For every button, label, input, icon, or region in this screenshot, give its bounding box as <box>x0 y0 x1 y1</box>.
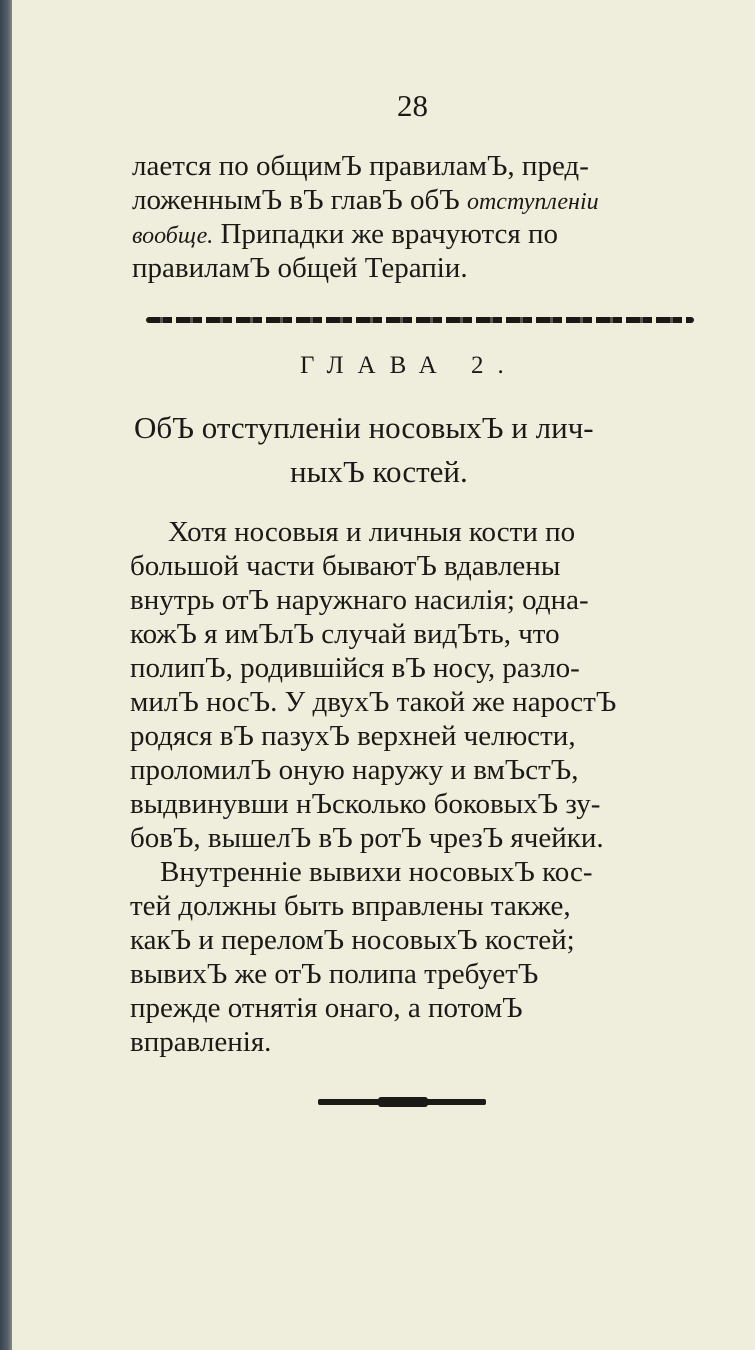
end-divider <box>318 1099 486 1105</box>
top-paragraph-line-2-text: ложеннымЪ вЪ главЪ обЪ <box>132 184 467 216</box>
chapter-label: ГЛАВА 2. <box>300 352 518 379</box>
page-number: 28 <box>397 88 428 123</box>
top-paragraph-line-3 <box>132 218 558 251</box>
body-line: какЪ и переломЪ носовыхЪ костей; <box>130 924 575 956</box>
top-paragraph-italic-term: отступленіи <box>466 189 599 215</box>
ornamental-divider <box>146 317 694 323</box>
body-line: большой части бываютЪ вдавлены <box>130 550 561 582</box>
body-line: выдвинувши нЪсколько боковыхЪ зу- <box>130 788 601 820</box>
top-paragraph-line-1: лается по общимЪ правиламЪ, пред- <box>132 150 589 182</box>
body-line: кожЪ я имЪлЪ случай видЪть, что <box>130 618 560 650</box>
body-line: бовЪ, вышелЪ вЪ ротЪ чрезЪ ячейки. <box>130 822 604 854</box>
body-line: Хотя носовыя и личныя кости по <box>168 516 576 548</box>
body-line: родяся вЪ пазухЪ верхней челюсти, <box>130 720 576 752</box>
top-paragraph-italic-word: вообще. <box>132 223 214 249</box>
chapter-heading-line-2: ныхЪ костей. <box>290 454 468 489</box>
body-line: тей должны быть вправлены также, <box>130 890 571 922</box>
top-paragraph-line-3-text: Припадки же врачуются по <box>213 218 559 250</box>
chapter-heading-line-1: ОбЪ отступленіи носовыхЪ и лич- <box>134 410 594 445</box>
body-line: внутрь отЪ наружнаго насилія; одна- <box>130 584 589 616</box>
body-line: проломилЪ оную наружу и вмЪстЪ, <box>130 754 579 786</box>
body-line: полипЪ, родившійся вЪ носу, разло- <box>130 652 580 684</box>
top-paragraph-line-2 <box>132 184 599 217</box>
body-line: прежде отнятія онаго, а потомЪ <box>130 992 523 1024</box>
body-line: Внутренніе вывихи носовыхЪ кос- <box>160 856 593 888</box>
body-line: вывихЪ же отЪ полипа требуетЪ <box>130 958 539 990</box>
top-paragraph-line-4: правиламЪ общей Терапіи. <box>132 252 468 284</box>
body-line: милЪ носЪ. У двухЪ такой же наростЪ <box>130 686 617 718</box>
body-line: вправленія. <box>130 1026 272 1058</box>
